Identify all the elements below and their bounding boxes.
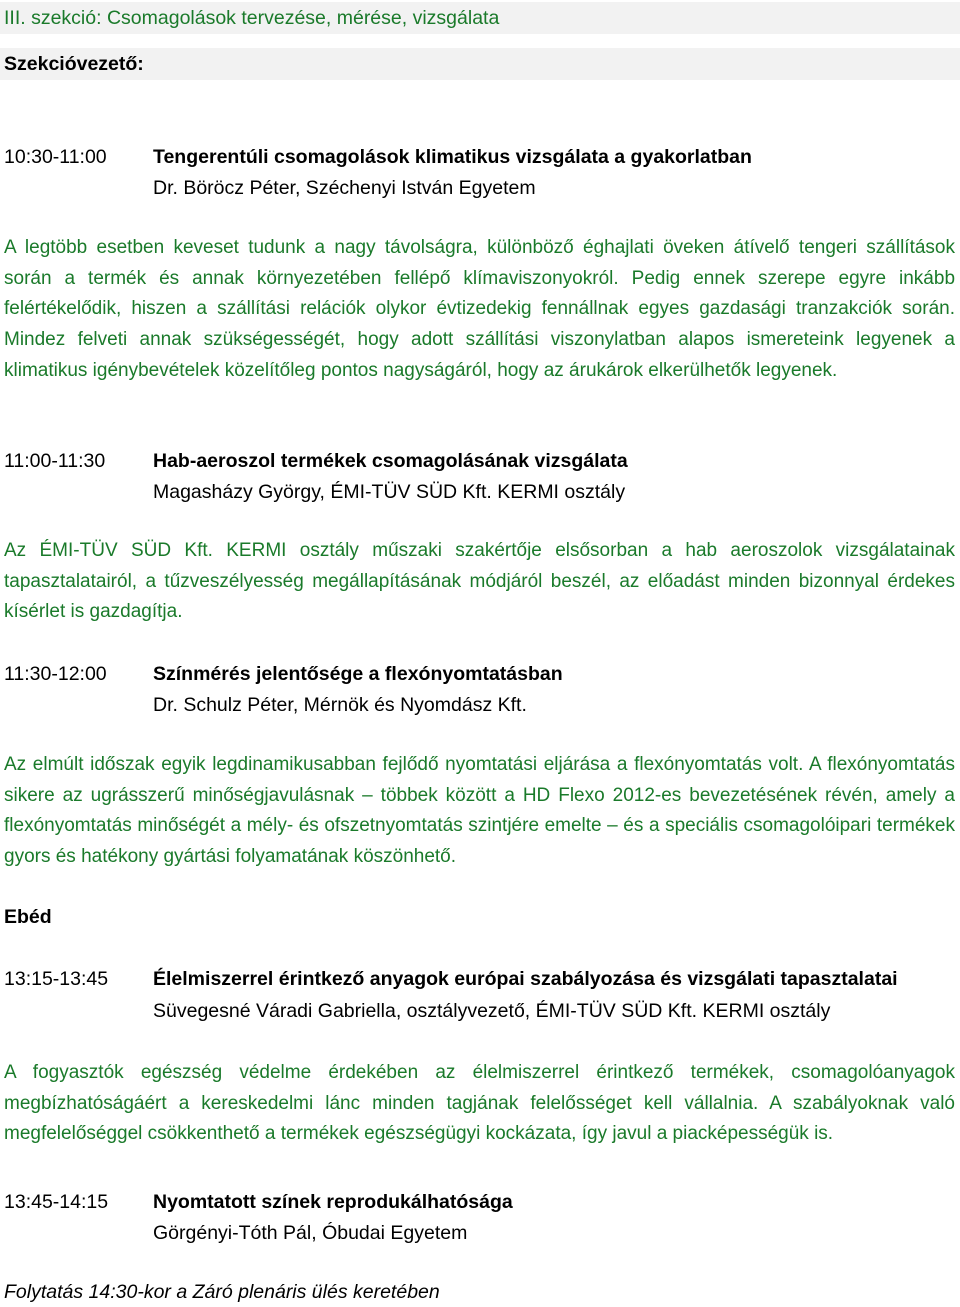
lunch-label: Ebéd bbox=[4, 906, 52, 928]
talk-abstract: Az ÉMI-TÜV SÜD Kft. KERMI osztály műszaki szakértője elsősorban a hab aeroszolok vizsgálatainak tapasztalatairól, a tűzveszélyesség megállapításának módjáról beszél, az előadást minden bizonnyal érdekes kísérlet is gazdagítja. bbox=[4, 540, 955, 623]
talk-speaker: Dr. Schulz Péter, Mérnök és Nyomdász Kft. bbox=[153, 694, 527, 716]
talk-speaker: Magasházy György, ÉMI-TÜV SÜD Kft. KERMI osztály bbox=[153, 481, 626, 503]
chair-band bbox=[0, 48, 960, 80]
talk-time: 11:30-12:00 bbox=[4, 663, 107, 685]
talk-time: 13:45-14:15 bbox=[4, 1191, 109, 1213]
talk-speaker: Dr. Böröcz Péter, Széchenyi István Egyetem bbox=[153, 177, 536, 199]
talk-title: Hab-aeroszol termékek csomagolásának vizsgálata bbox=[153, 450, 628, 472]
section-title bbox=[4, 6, 499, 30]
talk-speaker: Görgényi-Tóth Pál, Óbudai Egyetem bbox=[153, 1222, 468, 1244]
talk-title: Tengerentúli csomagolások klimatikus vizsgálata a gyakorlatban bbox=[153, 146, 752, 168]
talk-abstract: A fogyasztók egészség védelme érdekében az élelmiszerrel érintkező termékek, csomagolóanyagok megbízhatóságáért a kereskedelmi lánc minden tagjának felelősséget kell vállalnia. A szabályoknak való megfelelőséggel csökkenthető a termékek egészségügyi kockázata, így javul a piacképességük is. bbox=[4, 1062, 955, 1145]
abstract-part-2: Pedig ennek szerepe egyre inkább felértékelődik, hiszen a szállítási relációk olykor évtizedekig fennállnak egyes gazdasági tranzakciók során. Mindez felveti annak szükségességét, hogy adott szállítási viszonylatban alapos ismereteink legyenek a klimatikus igénybevételek közelítőleg pontos nagyságáról, hogy az árukárok elkerülhetők legyenek. bbox=[4, 267, 956, 381]
abstract-part-1: A legtöbb esetben keveset tudunk a nagy távolságra, különböző éghajlati öveken átívelő tengeri szállítások során a termék és annak környezetében fellépő klímaviszonyokról. bbox=[4, 237, 955, 289]
talk-title: Színmérés jelentősége a flexónyomtatásban bbox=[153, 663, 563, 685]
talk-abstract: Az elmúlt időszak egyik legdinamikusabban fejlődő nyomtatási eljárása a flexónyomtatás volt. A flexónyomtatás sikere az ugrásszerű minőségjavulásnak – többek között a HD Flexo 2012-es bevezetésének révén, amely a flexónyomtatás minőségét a mély- és ofszetnyomtatás szintjére emelte – és a speciális csomagolóipari termékek gyors és hatékony gyártási folyamatának köszönhető. bbox=[4, 754, 955, 868]
talk-speaker: Süvegesné Váradi Gabriella, osztályvezető, ÉMI-TÜV SÜD Kft. KERMI osztály bbox=[153, 1000, 831, 1022]
talk-title: Élelmiszerrel érintkező anyagok európai szabályozása és vizsgálati tapasztalatai bbox=[153, 968, 898, 990]
section-prefix: III. szekció: bbox=[4, 7, 107, 29]
section-name: Csomagolások tervezése, mérése, vizsgálata bbox=[106, 7, 500, 29]
footer-note: Folytatás 14:30-kor a Záró plenáris ülés keretében bbox=[4, 1281, 440, 1303]
chair-label: Szekcióvezető: bbox=[4, 53, 144, 75]
talk-time: 13:15-13:45 bbox=[4, 968, 109, 990]
talk-title: Nyomtatott színek reprodukálhatósága bbox=[153, 1191, 513, 1213]
talk-time: 11:00-11:30 bbox=[4, 450, 106, 472]
talk-abstract bbox=[4, 233, 955, 387]
talk-time: 10:30-11:00 bbox=[4, 146, 107, 168]
